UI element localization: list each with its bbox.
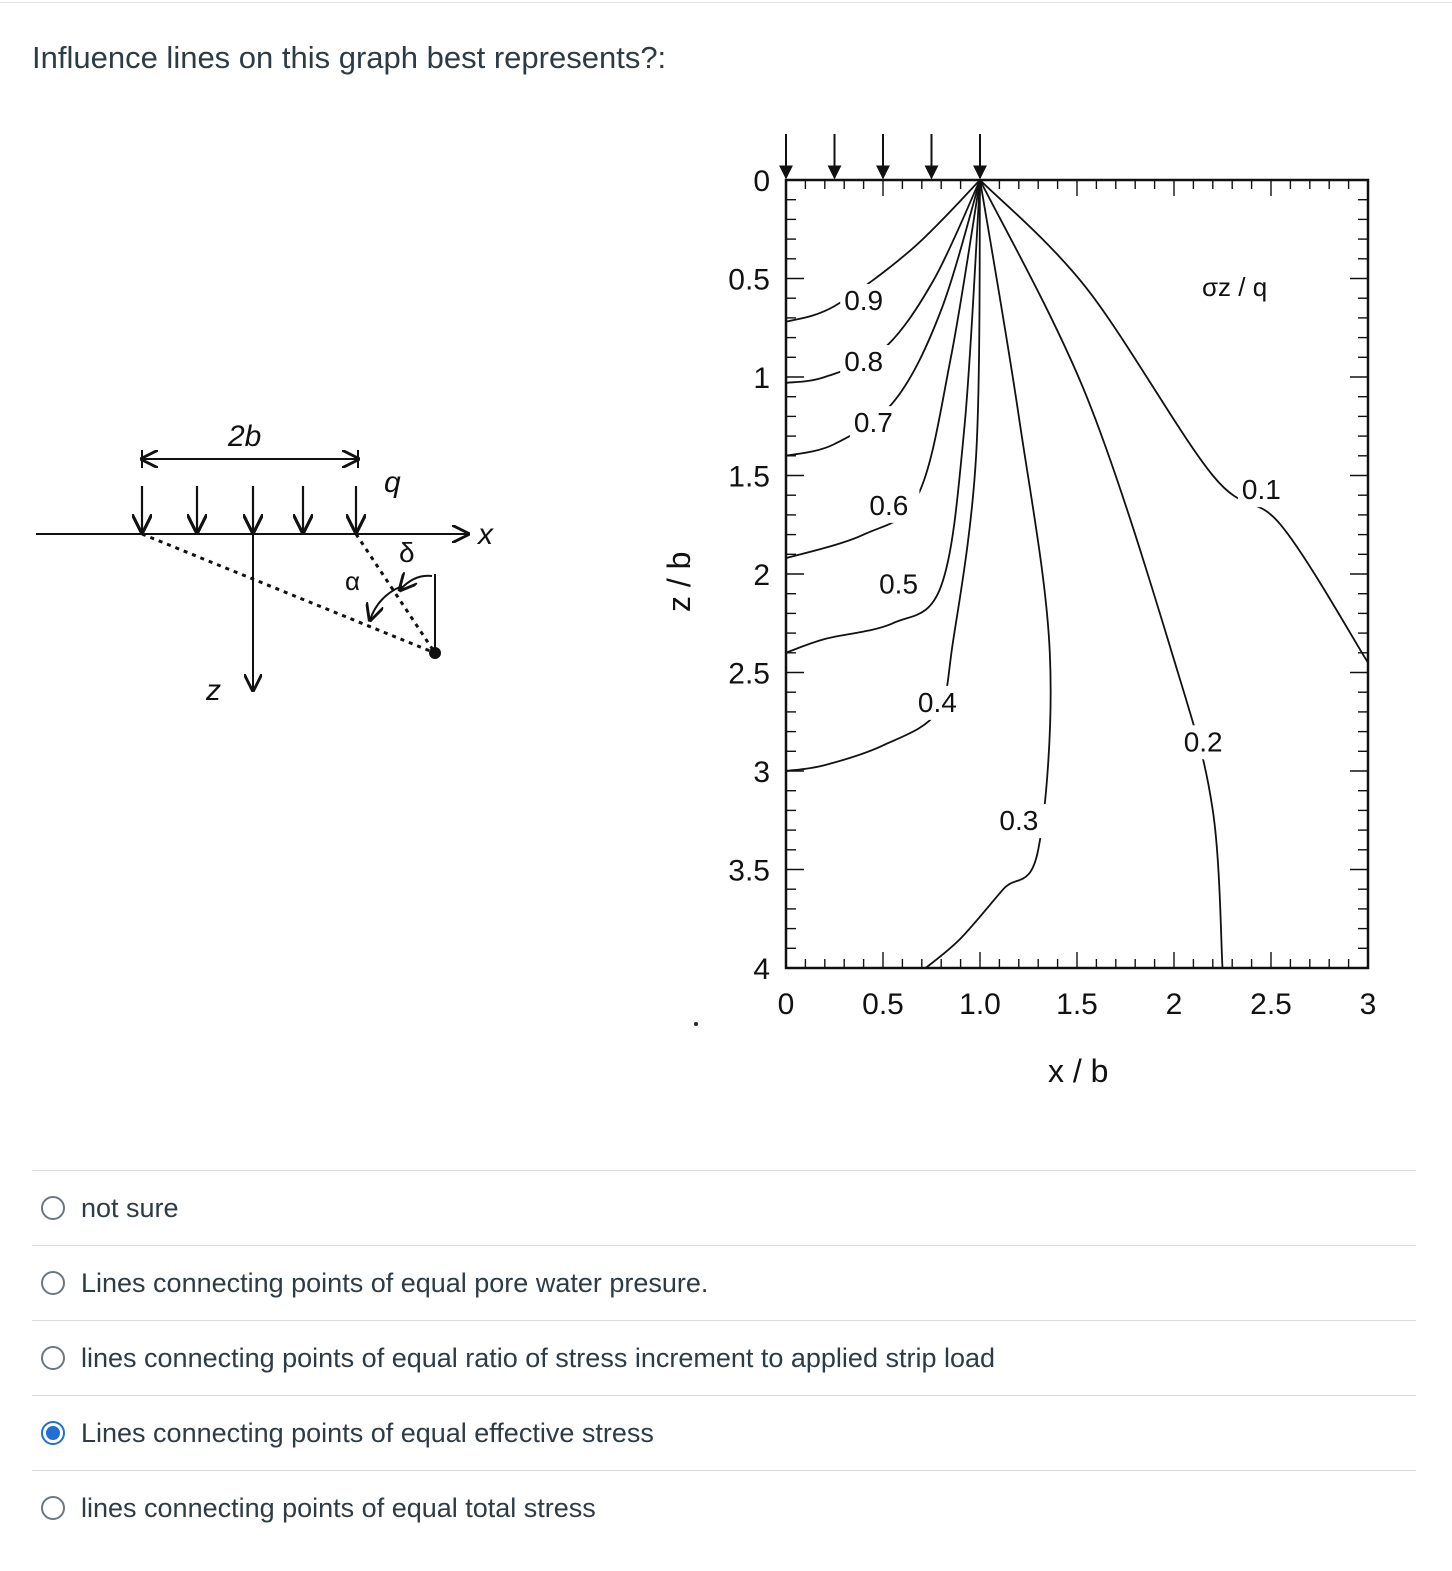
delta-label: δ [399, 537, 415, 568]
contour-lines [786, 180, 1368, 968]
x-tick-label: 3 [1359, 988, 1377, 1021]
stray-dot [694, 1022, 698, 1026]
answer-option[interactable] [32, 1320, 1416, 1395]
y-tick-label: 2 [753, 559, 770, 592]
answer-label: lines connecting points of equal total stress [81, 1492, 596, 1523]
contour-label-0.6: 0.6 [869, 489, 909, 521]
y-tick-label: 1.5 [728, 460, 770, 494]
x-tick-label: 1.0 [959, 988, 1001, 1021]
answer-label: lines connecting points of equal ratio of stress increment to applied strip load [81, 1342, 996, 1373]
width-label: 2b [228, 420, 262, 453]
answer-label: Lines connecting points of equal pore water presure. [81, 1267, 709, 1298]
question-text: Influence lines on this graph best represents?: [32, 40, 667, 75]
answer-label: not sure [81, 1192, 179, 1223]
x-tick-label: 0.5 [862, 988, 904, 1021]
radio-button[interactable] [41, 1346, 65, 1370]
y-tick-label: 2.5 [728, 657, 770, 691]
contour-label-0.7: 0.7 [853, 407, 893, 439]
y-tick-label: 3.5 [728, 854, 770, 888]
x-tick-label: 2.5 [1250, 988, 1292, 1021]
y-axis-title: z / b [661, 551, 697, 612]
answer-option[interactable] [32, 1170, 1416, 1245]
strip-load-diagram [36, 420, 494, 707]
contour-label-0.9: 0.9 [844, 285, 884, 317]
contour-line-0.2 [980, 180, 1223, 968]
answer-option[interactable] [32, 1470, 1416, 1545]
contour-label-0.1: 0.1 [1241, 474, 1281, 506]
contour-line-0.1 [980, 180, 1368, 663]
radio-button[interactable] [41, 1271, 65, 1295]
delta-angle-arc [400, 576, 432, 590]
answer-option[interactable] [32, 1395, 1416, 1470]
contour-label-0.2: 0.2 [1183, 726, 1223, 758]
y-tick-label: 3 [753, 756, 770, 789]
load-arrows [142, 486, 356, 532]
y-tick-label: 0.5 [728, 263, 770, 297]
contour-label-0.8: 0.8 [844, 346, 884, 378]
x-tick-label: 0 [777, 988, 795, 1021]
chart-title: σz / q [1202, 272, 1268, 302]
x-axis-label: x [478, 518, 493, 551]
contour-label-0.4: 0.4 [917, 686, 957, 718]
x-tick-label: 1.5 [1056, 988, 1098, 1021]
answer-label: Lines connecting points of equal effective stress [81, 1417, 654, 1448]
alpha-label: α [345, 566, 361, 596]
stress-point [429, 647, 441, 659]
contour-line-0.4 [786, 180, 980, 771]
answer-option[interactable] [32, 1245, 1416, 1320]
radio-button[interactable] [41, 1196, 65, 1220]
x-axis-title: x / b [1048, 1053, 1109, 1089]
top-divider [0, 2, 1452, 3]
y-tick-labels [728, 165, 770, 986]
ray-from-left-edge [142, 534, 435, 653]
radio-button[interactable] [41, 1421, 65, 1445]
contour-label-0.5: 0.5 [879, 568, 919, 600]
answer-list [32, 1170, 1416, 1545]
surface-load-arrows [786, 134, 980, 178]
load-label: q [384, 466, 401, 499]
radio-button[interactable] [41, 1496, 65, 1520]
x-tick-labels [778, 988, 1377, 1021]
y-tick-label: 0 [753, 165, 770, 198]
ray-from-right-edge [356, 534, 435, 653]
alpha-angle-arc [370, 586, 402, 620]
x-tick-label: 2 [1165, 988, 1183, 1021]
z-axis-label: z [206, 674, 221, 707]
figure-svg [0, 120, 1452, 1120]
y-tick-label: 1 [753, 362, 770, 395]
contour-label-0.3: 0.3 [999, 805, 1039, 837]
contour-chart [661, 134, 1376, 1089]
y-tick-label: 4 [753, 953, 770, 986]
